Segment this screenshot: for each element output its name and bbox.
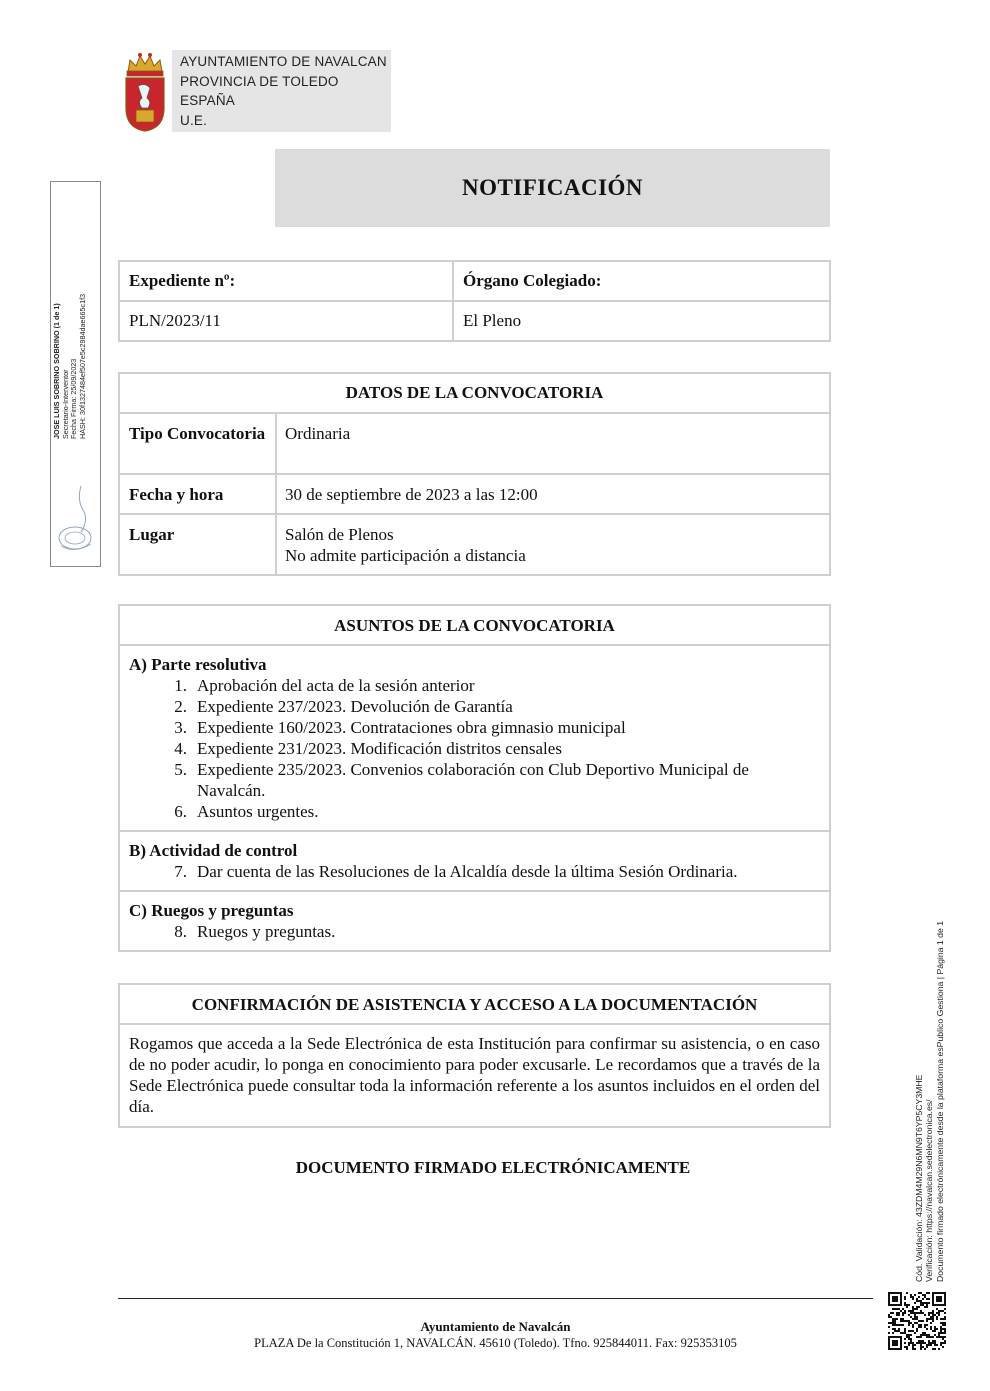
document-title: NOTIFICACIÓN [461, 175, 644, 200]
expediente-table [118, 260, 831, 342]
footer-divider [118, 1298, 873, 1299]
fecha-value: 30 de septiembre de 2023 a las 12:00 [276, 474, 830, 514]
verification-code: Cód. Validación: 43ZDM4M29N6MN9T6YP5CY3MHE [914, 1074, 924, 1282]
confirmacion-body: Rogamos que acceda a la Sede Electrónica de esta Institución para confirmar su asistencia, o en caso de no poder acudir, lo ponga en conocimiento para poder excusarle. Le recordamos que a través de la Sede Electrónica puede consultar toda la información referente a los asuntos incluidos en el orden del día. [119, 1024, 830, 1127]
table-row [119, 514, 830, 575]
signature-stamp [50, 181, 101, 567]
section-a-title: A) Parte resolutiva [129, 655, 267, 674]
asuntos-table [118, 604, 831, 952]
list-item: 3. Expediente 160/2023. Contrataciones obra gimnasio municipal [174, 718, 626, 737]
lugar-line-1: Salón de Plenos [285, 525, 394, 544]
list-item: 1. Aprobación del acta de la sesión anterior [174, 676, 475, 695]
list-item: 4. Expediente 231/2023. Modificación distritos censales [174, 739, 562, 758]
confirmacion-table [118, 983, 831, 1128]
confirmacion-header: CONFIRMACIÓN DE ASISTENCIA Y ACCESO A LA DOCUMENTACIÓN [119, 984, 830, 1024]
org-line-4: U.E. [180, 112, 208, 128]
signed-notice: DOCUMENTO FIRMADO ELECTRÓNICAMENTE [295, 1158, 691, 1177]
organization-box [172, 50, 391, 132]
section-c-title: C) Ruegos y preguntas [129, 901, 294, 920]
tipo-label: Tipo Convocatoria [119, 413, 276, 474]
org-line-3: ESPAÑA [180, 93, 235, 108]
org-line-1: AYUNTAMIENTO DE NAVALCAN [180, 54, 387, 69]
section-b-title: B) Actividad de control [129, 841, 298, 860]
stamp-date: Fecha Firma: 25/09/2023 [69, 358, 79, 439]
stamp-signer: JOSE LUIS SOBRINO SOBRINO (1 de 1) [52, 303, 61, 439]
table-row [119, 891, 830, 951]
section-c-list [129, 921, 820, 942]
expediente-value: PLN/2023/11 [119, 301, 453, 341]
org-line-2: PROVINCIA DE TOLEDO [180, 73, 339, 89]
datos-header: DATOS DE LA CONVOCATORIA [119, 373, 830, 413]
organo-value: El Pleno [453, 301, 830, 341]
table-row [119, 1024, 830, 1127]
lugar-label: Lugar [119, 514, 276, 575]
datos-convocatoria-table [118, 372, 831, 576]
list-item: 2. Expediente 237/2023. Devolución de Garantía [174, 697, 513, 716]
list-item: 6. Asuntos urgentes. [174, 802, 319, 821]
document-title-box [275, 149, 830, 227]
list-item: 7. Dar cuenta de las Resoluciones de la Alcaldía desde la última Sesión Ordinaria. [174, 862, 738, 881]
section-b-list [129, 861, 820, 882]
stamp-hash: HASH: 30f1327484ef507e5c2984dae665c1f3 [77, 293, 87, 439]
verification-url: Verificación: https://navalcan.sedelectronica.es/ [924, 1099, 935, 1282]
table-row [119, 413, 830, 474]
stamp-role: Secretario-Interventor [60, 369, 70, 439]
tipo-value: Ordinaria [276, 413, 830, 474]
footer-organization: Ayuntamiento de Navalcán [420, 1319, 571, 1334]
table-row [119, 645, 830, 831]
list-item: 8. Ruegos y preguntas. [174, 922, 336, 941]
table-row [119, 831, 830, 891]
organo-label: Órgano Colegiado: [453, 261, 830, 301]
verification-platform: Documento firmado electrónicamente desde la plataforma esPublico Gestiona | Página 1 de 1 [934, 920, 945, 1282]
section-b [119, 831, 830, 891]
lugar-line-2: No admite participación a distancia [285, 546, 526, 565]
signature-seal-icon [53, 480, 98, 560]
list-item: 5. Expediente 235/2023. Convenios colaboración con Club Deportivo Municipal de Navalcán. [174, 760, 749, 800]
verification-text [914, 872, 954, 1282]
section-c [119, 891, 830, 951]
section-a [119, 645, 830, 831]
footer-address: PLAZA De la Constitución 1, NAVALCÁN. 45610 (Toledo). Tfno. 925844011. Fax: 925353105 [254, 1336, 737, 1350]
coat-of-arms-logo [122, 50, 168, 132]
qr-code-icon [888, 1292, 946, 1350]
table-row [119, 474, 830, 514]
header-logo-block [118, 50, 391, 132]
fecha-label: Fecha y hora [119, 474, 276, 514]
asuntos-header: ASUNTOS DE LA CONVOCATORIA [119, 605, 830, 645]
section-a-list [129, 675, 820, 822]
expediente-label: Expediente nº: [119, 261, 453, 301]
lugar-value [276, 514, 830, 575]
